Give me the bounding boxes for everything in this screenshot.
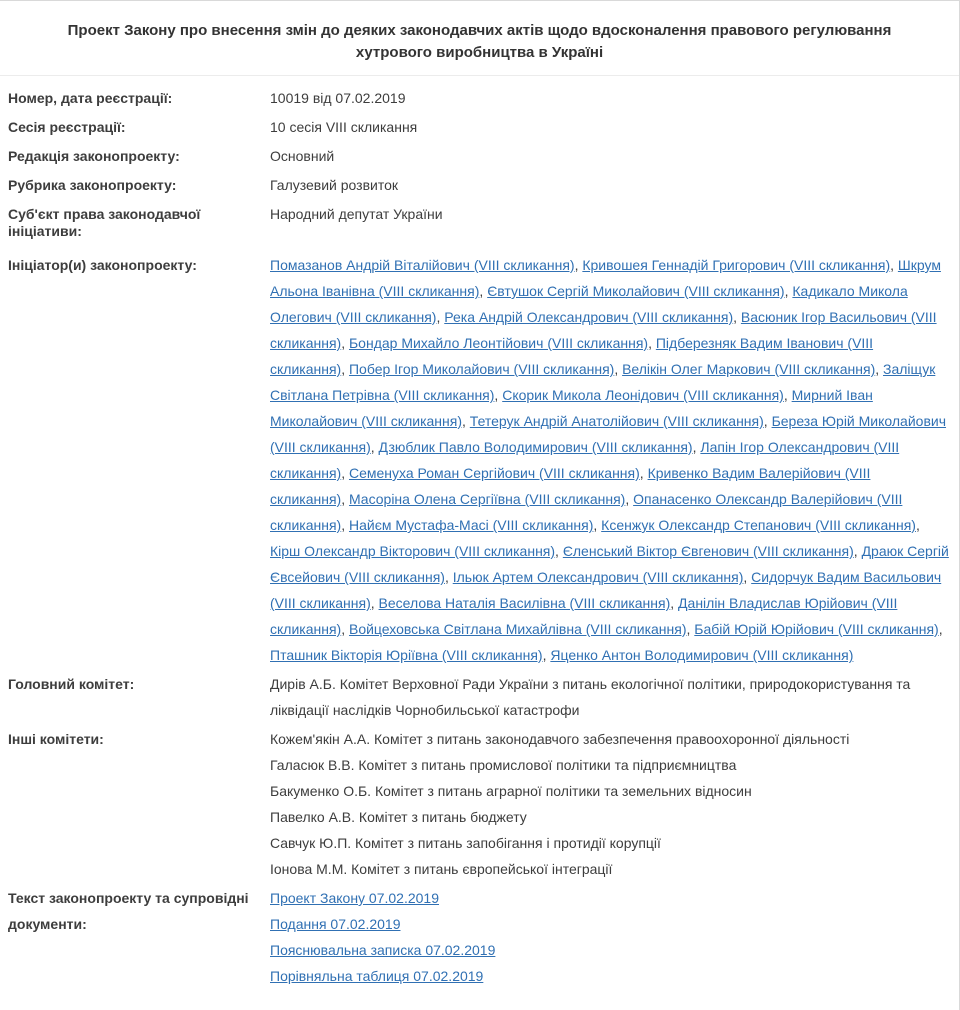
field-label-redaction: Редакція законопроекту: xyxy=(8,148,180,164)
initiator-link[interactable]: Яценко Антон Володимирович (VIII скликання) xyxy=(550,647,854,663)
initiator-link[interactable]: Бабій Юрій Юрійович (VIII скликання) xyxy=(694,621,939,637)
initiator-link[interactable]: Єленський Віктор Євгенович (VIII скликання) xyxy=(562,543,854,559)
initiator-link[interactable]: Бондар Михайло Леонтійович (VIII скликання) xyxy=(348,335,649,351)
initiator-link[interactable]: Масоріна Олена Сергіївна (VIII скликання) xyxy=(348,491,626,507)
initiator-link[interactable]: Сидорчук Вадим Васильович (VIII скликання) xyxy=(270,569,942,611)
committee-line: Павелко А.В. Комітет з питань бюджету xyxy=(270,809,527,825)
initiator-link[interactable]: Ільюк Артем Олександрович (VIII скликання) xyxy=(452,569,744,585)
field-value-subject: Народний депутат України xyxy=(270,206,443,222)
initiator-link[interactable]: Кірш Олександр Вікторович (VIII скликання) xyxy=(270,543,556,559)
field-label-rubric: Рубрика законопроекту: xyxy=(8,177,177,193)
field-row-rubric xyxy=(0,177,959,194)
initiator-link[interactable]: Кадикало Микола Олегович (VIII скликання) xyxy=(270,283,908,325)
initiator-link[interactable]: Река Андрій Олександрович (VIII скликання) xyxy=(444,309,734,325)
initiator-link[interactable]: Веселова Наталія Василівна (VIII скликання) xyxy=(378,595,671,611)
committee-line: Савчук Ю.П. Комітет з питань запобігання і протидії корупції xyxy=(270,835,661,851)
committee-line: Бакуменко О.Б. Комітет з питань аграрної політики та земельних відносин xyxy=(270,783,752,799)
initiator-link[interactable]: Шкрум Альона Іванівна (VIII скликання) xyxy=(270,257,941,299)
initiator-link[interactable]: Войцеховська Світлана Михайлівна (VIII скликання) xyxy=(348,621,687,637)
main-committee-row xyxy=(0,671,959,723)
committee-line: Галасюк В.В. Комітет з питань промислової політики та підприємництва xyxy=(270,757,737,773)
page-title: Проект Закону про внесення змін до деяких законодавчих актів щодо вдосконалення правового регулювання хутрового виробництва в Україні xyxy=(0,1,959,76)
main-committee-value: Дирів А.Б. Комітет Верховної Ради України з питань екологічної політики, природокористування та ліквідації наслідків Чорнобильської катастрофи xyxy=(270,676,911,718)
field-value-redaction: Основний xyxy=(270,148,335,164)
other-committees-label: Інші комітети: xyxy=(8,731,104,747)
initiator-link[interactable]: Семенуха Роман Сергійович (VIII скликання) xyxy=(348,465,640,481)
initiator-link[interactable]: Побер Ігор Миколайович (VIII скликання) xyxy=(348,361,615,377)
initiator-link[interactable]: Опанасенко Олександр Валерійович (VIII скликання) xyxy=(270,491,903,533)
initiator-link[interactable]: Васюник Ігор Васильович (VIII скликання) xyxy=(270,309,937,351)
field-row-session xyxy=(0,119,959,136)
initiator-link[interactable]: Тетерук Андрій Анатолійович (VIII скликання) xyxy=(469,413,764,429)
other-committees-list xyxy=(270,726,959,882)
initiator-link[interactable]: Скорик Микола Леонідович (VIII скликання) xyxy=(502,387,784,403)
field-value-rubric: Галузевий розвиток xyxy=(270,177,399,193)
field-row-redaction xyxy=(0,148,959,165)
main-committee-label: Головний комітет: xyxy=(8,676,135,692)
field-label-session: Сесія реєстрації: xyxy=(8,119,126,135)
document-link[interactable]: Порівняльна таблиця 07.02.2019 xyxy=(270,968,484,984)
initiator-link[interactable]: Береза Юрій Миколайович (VIII скликання) xyxy=(270,413,947,455)
field-label-subject: Суб'єкт права законодавчої ініціативи: xyxy=(8,206,201,239)
document-link[interactable]: Проект Закону 07.02.2019 xyxy=(270,890,440,906)
initiator-link[interactable]: Найєм Мустафа-Масі (VIII скликання) xyxy=(348,517,594,533)
initiators-row xyxy=(0,252,959,668)
document-link[interactable]: Пояснювальна записка 07.02.2019 xyxy=(270,942,496,958)
other-committees-row xyxy=(0,726,959,882)
field-value-session: 10 сесія VIII скликання xyxy=(270,119,418,135)
documents-row xyxy=(0,885,959,989)
initiator-link[interactable]: Кривенко Вадим Валерійович (VIII скликання) xyxy=(270,465,871,507)
initiator-link[interactable]: Заліщук Світлана Петрівна (VIII скликання) xyxy=(270,361,936,403)
documents-list xyxy=(270,885,959,989)
initiators-list: Помазанов Андрій Віталійович (VIII скликання), Кривошея Геннадій Григорович (VIII скликання), Шкрум Альона Іванівна (VIII скликання), Євтушок Сергій Миколайович (VIII скликання), Кадикало Микола Олегович (VIII скликання), Река Андрій Олександрович (VIII скликання), Васюник Ігор Васильович (VIII скликання), Бондар Михайло Леонтійович (VIII скликання), Підберезняк Вадим Іванович (VIII скликання), Побер Ігор Миколайович (VIII скликання), Велікін Олег Маркович (VIII скликання), Заліщук Світлана Петрівна (VIII скликання), Скорик Микола Леонідович (VIII скликання), Мирний Іван Миколайович (VIII скликання), Тетерук Андрій Анатолійович (VIII скликання), Береза Юрій Миколайович (VIII скликання), Дзюблик Павло Володимирович (VIII скликання), Лапін Ігор Олександрович (VIII скликання), Семенуха Роман Сергійович (VIII скликання), Кривенко Вадим Валерійович (VIII скликання), Масоріна Олена Сергіївна (VIII скликання), Опанасенко Олександр Валерійович (VIII скликання), Найєм Мустафа-Масі (VIII скликання), Ксенжук Олександр Степанович (VIII скликання), Кірш Олександр Вікторович (VIII скликання), Єленський Віктор Євгенович (VIII скликання), Драюк Сергій Євсейович (VIII скликання), Ільюк Артем Олександрович (VIII скликання), Сидорчук Вадим Васильович (VIII скликання), Веселова Наталія Василівна (VIII скликання), Данілін Владислав Юрійович (VIII скликання), Войцеховська Світлана Михайлівна (VIII скликання), Бабій Юрій Юрійович (VIII скликання), Пташник Вікторія Юріївна (VIII скликання), Яценко Антон Володимирович (VIII скликання) xyxy=(270,257,949,663)
initiator-link[interactable]: Євтушок Сергій Миколайович (VIII скликання) xyxy=(487,283,785,299)
initiator-link[interactable]: Дзюблик Павло Володимирович (VIII скликання) xyxy=(378,439,693,455)
initiator-link[interactable]: Ксенжук Олександр Степанович (VIII скликання) xyxy=(601,517,916,533)
initiator-link[interactable]: Кривошея Геннадій Григорович (VIII скликання) xyxy=(582,257,891,273)
initiator-link[interactable]: Данілін Владислав Юрійович (VIII скликання) xyxy=(270,595,898,637)
committee-line: Кожем'якін А.А. Комітет з питань законодавчого забезпечення правоохоронної діяльності xyxy=(270,731,850,747)
initiator-link[interactable]: Мирний Іван Миколайович (VIII скликання) xyxy=(270,387,873,429)
document-link[interactable]: Подання 07.02.2019 xyxy=(270,916,401,932)
initiator-link[interactable]: Лапін Ігор Олександрович (VIII скликання) xyxy=(270,439,900,481)
committee-line: Іонова М.М. Комітет з питань європейської інтеграції xyxy=(270,861,613,877)
initiator-link[interactable]: Пташник Вікторія Юріївна (VIII скликання) xyxy=(270,647,543,663)
field-value-number: 10019 від 07.02.2019 xyxy=(270,90,406,106)
initiator-link[interactable]: Помазанов Андрій Віталійович (VIII скликання) xyxy=(270,257,575,273)
initiator-link[interactable]: Велікін Олег Маркович (VIII скликання) xyxy=(622,361,876,377)
initiators-label: Ініціатор(и) законопроекту: xyxy=(8,257,197,273)
field-row-subject xyxy=(0,206,959,240)
initiator-link[interactable]: Підберезняк Вадим Іванович (VIII скликання) xyxy=(270,335,874,377)
field-row-number xyxy=(0,90,959,107)
field-label-number: Номер, дата реєстрації: xyxy=(8,90,173,106)
documents-label: Текст законопроекту та супровідні документи: xyxy=(8,890,249,932)
initiator-link[interactable]: Драюк Сергій Євсейович (VIII скликання) xyxy=(270,543,949,585)
